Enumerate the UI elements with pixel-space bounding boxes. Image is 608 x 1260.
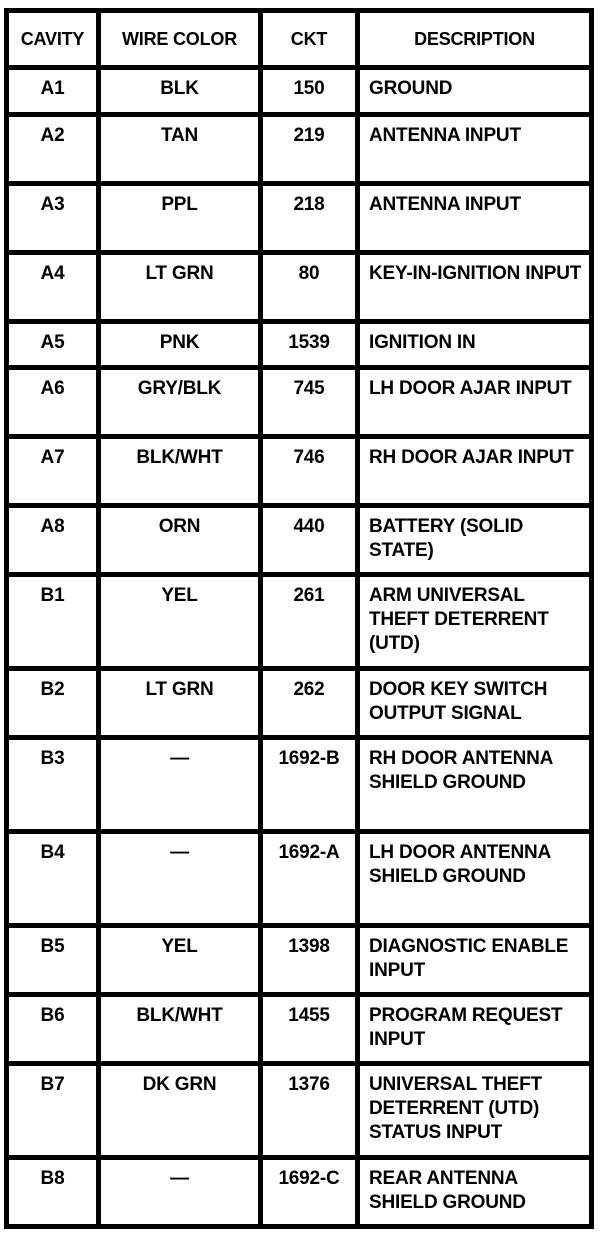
cavity-cell: A8 (9, 508, 96, 572)
table-row (9, 324, 589, 365)
table-header-row (9, 13, 589, 65)
table-row (9, 671, 589, 735)
description-cell: IGNITION IN (360, 324, 589, 365)
header-wire-color: WIRE COLOR (101, 13, 258, 65)
description-cell: DOOR KEY SWITCH OUTPUT SIGNAL (360, 671, 589, 735)
header-description: DESCRIPTION (360, 13, 589, 65)
description-cell: GROUND (360, 70, 589, 112)
table-row (9, 997, 589, 1061)
wire-color-cell: ORN (101, 508, 258, 572)
ckt-cell: 1455 (263, 997, 355, 1061)
wire-color-cell: BLK (101, 70, 258, 112)
ckt-cell: 219 (263, 117, 355, 181)
cavity-cell: B3 (9, 740, 96, 829)
description-cell: LH DOOR ANTENNA SHIELD GROUND (360, 834, 589, 923)
cavity-cell: B7 (9, 1066, 96, 1155)
wire-color-cell: PPL (101, 186, 258, 250)
wire-color-cell: TAN (101, 117, 258, 181)
ckt-cell: 745 (263, 370, 355, 434)
header-cavity: CAVITY (9, 13, 96, 65)
description-cell: KEY-IN-IGNITION INPUT (360, 255, 589, 319)
connector-pinout-table (4, 8, 594, 1229)
description-cell: ARM UNIVERSAL THEFT DETERRENT (UTD) (360, 577, 589, 666)
description-cell: RH DOOR AJAR INPUT (360, 439, 589, 503)
header-ckt: CKT (263, 13, 355, 65)
table-row (9, 740, 589, 829)
table-row (9, 117, 589, 181)
cavity-cell: A2 (9, 117, 96, 181)
table-body (9, 70, 589, 1224)
description-cell: ANTENNA INPUT (360, 186, 589, 250)
ckt-cell: 1539 (263, 324, 355, 365)
wire-color-cell: YEL (101, 928, 258, 992)
ckt-cell: 1376 (263, 1066, 355, 1155)
ckt-cell: 746 (263, 439, 355, 503)
wire-color-cell: LT GRN (101, 255, 258, 319)
table-row (9, 70, 589, 112)
ckt-cell: 218 (263, 186, 355, 250)
cavity-cell: A1 (9, 70, 96, 112)
table-row (9, 186, 589, 250)
description-cell: ANTENNA INPUT (360, 117, 589, 181)
wire-color-cell: BLK/WHT (101, 997, 258, 1061)
wire-color-cell: — (101, 1160, 258, 1224)
cavity-cell: A3 (9, 186, 96, 250)
ckt-cell: 440 (263, 508, 355, 572)
cavity-cell: B6 (9, 997, 96, 1061)
wire-color-cell: — (101, 740, 258, 829)
ckt-cell: 262 (263, 671, 355, 735)
wire-color-cell: PNK (101, 324, 258, 365)
wire-color-cell: YEL (101, 577, 258, 666)
table-row (9, 1066, 589, 1155)
wire-color-cell: BLK/WHT (101, 439, 258, 503)
cavity-cell: B2 (9, 671, 96, 735)
cavity-cell: B8 (9, 1160, 96, 1224)
wire-color-cell: LT GRN (101, 671, 258, 735)
cavity-cell: B5 (9, 928, 96, 992)
description-cell: BATTERY (SOLID STATE) (360, 508, 589, 572)
table-row (9, 928, 589, 992)
wire-color-cell: — (101, 834, 258, 923)
ckt-cell: 1398 (263, 928, 355, 992)
cavity-cell: A5 (9, 324, 96, 365)
table-row (9, 508, 589, 572)
ckt-cell: 261 (263, 577, 355, 666)
ckt-cell: 1692-A (263, 834, 355, 923)
table-row (9, 834, 589, 923)
description-cell: REAR ANTENNA SHIELD GROUND (360, 1160, 589, 1224)
table-row (9, 577, 589, 666)
table-row (9, 255, 589, 319)
cavity-cell: B4 (9, 834, 96, 923)
description-cell: UNIVERSAL THEFT DETERRENT (UTD) STATUS INPUT (360, 1066, 589, 1155)
ckt-cell: 150 (263, 70, 355, 112)
table-row (9, 1160, 589, 1224)
cavity-cell: A4 (9, 255, 96, 319)
cavity-cell: A7 (9, 439, 96, 503)
cavity-cell: B1 (9, 577, 96, 666)
table-row (9, 439, 589, 503)
description-cell: RH DOOR ANTENNA SHIELD GROUND (360, 740, 589, 829)
cavity-cell: A6 (9, 370, 96, 434)
description-cell: DIAGNOSTIC ENABLE INPUT (360, 928, 589, 992)
description-cell: LH DOOR AJAR INPUT (360, 370, 589, 434)
ckt-cell: 1692-B (263, 740, 355, 829)
table-row (9, 370, 589, 434)
wire-color-cell: GRY/BLK (101, 370, 258, 434)
ckt-cell: 80 (263, 255, 355, 319)
ckt-cell: 1692-C (263, 1160, 355, 1224)
wire-color-cell: DK GRN (101, 1066, 258, 1155)
description-cell: PROGRAM REQUEST INPUT (360, 997, 589, 1061)
